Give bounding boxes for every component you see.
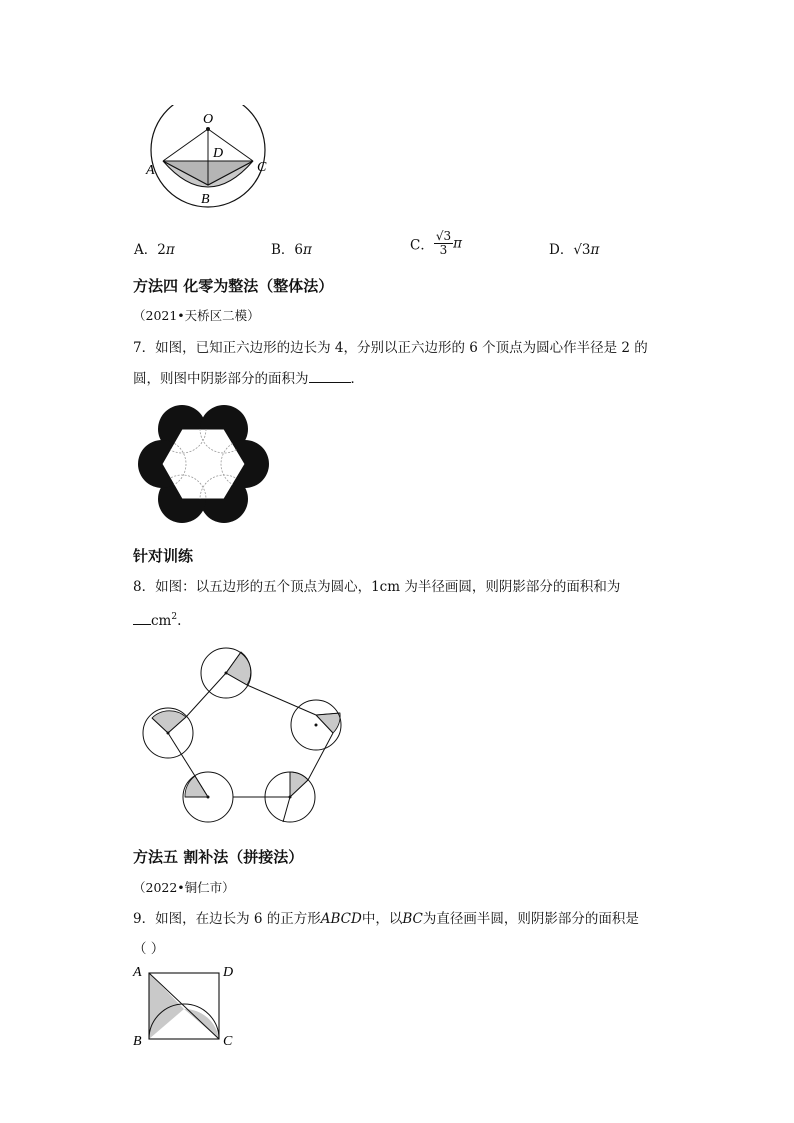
option-d: D．√3π bbox=[549, 242, 600, 258]
hexagon-circles-figure bbox=[133, 398, 273, 530]
q8-line2: $cm^2$. bbox=[133, 607, 181, 631]
q9-line1: 9．如图，在边长为 6 的正方形ABCD中，以BC为直径画半圆，则阴影部分的面积是 bbox=[133, 911, 639, 927]
label-D9: D bbox=[223, 965, 234, 980]
label-B: B bbox=[201, 192, 210, 207]
q8-answer-blank bbox=[133, 610, 151, 625]
q9-paren: （ ） bbox=[133, 941, 165, 957]
method4-source: （2021•天桥区二模） bbox=[133, 308, 260, 323]
circle-triangle-figure bbox=[140, 105, 280, 210]
option-a: A．2π bbox=[134, 242, 175, 258]
practice-heading: 针对训练 bbox=[133, 547, 194, 565]
label-A: A bbox=[146, 163, 155, 178]
method5-source: （2022•铜仁市） bbox=[133, 880, 235, 895]
q7-line1: 7．如图，已知正六边形的边长为 4，分别以正六边形的 6 个顶点为圆心作半径是 2 的 bbox=[133, 340, 648, 356]
option-c: C． $\frac{√3}{3}$ π bbox=[410, 229, 462, 257]
option-b: B．6π bbox=[271, 242, 312, 258]
label-O: O bbox=[203, 112, 214, 127]
method4-heading: 方法四 化零为整法（整体法） bbox=[133, 277, 334, 295]
square-semicircle-figure bbox=[130, 963, 240, 1051]
q7-line2: 圆，则图中阴影部分的面积为 ． bbox=[133, 368, 364, 389]
pentagon-circles-figure bbox=[140, 645, 350, 830]
label-C9: C bbox=[223, 1034, 233, 1049]
label-A9: A bbox=[133, 965, 142, 980]
method5-heading: 方法五 割补法（拼接法） bbox=[133, 848, 304, 866]
label-B9: B bbox=[133, 1034, 142, 1049]
label-C: C bbox=[257, 160, 267, 175]
q8-line1: 8．如图：以五边形的五个顶点为圆心，1cm 为半径画圆，则阴影部分的面积和为 bbox=[133, 579, 621, 595]
label-D: D bbox=[213, 146, 224, 161]
q7-answer-blank bbox=[309, 368, 351, 383]
